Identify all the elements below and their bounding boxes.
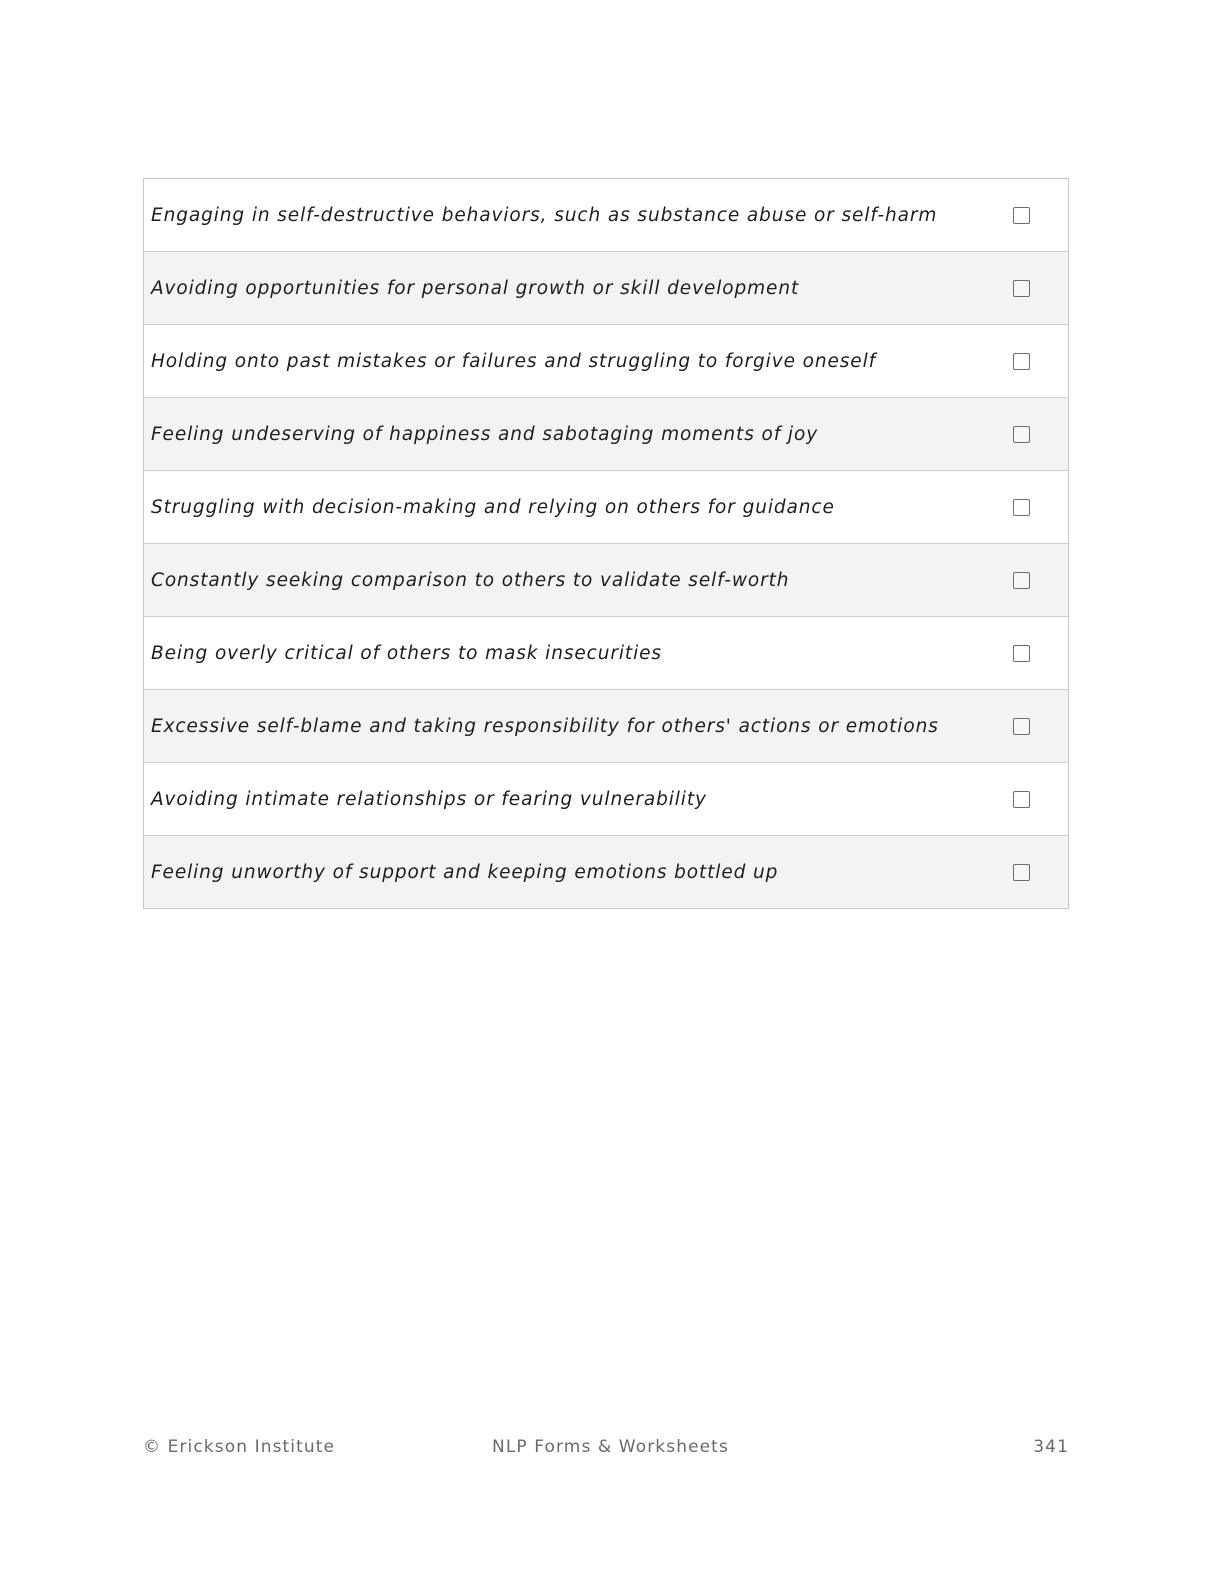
checkbox[interactable]: [1013, 207, 1030, 224]
checkbox[interactable]: [1013, 718, 1030, 735]
checkbox[interactable]: [1013, 499, 1030, 516]
checklist-row: [144, 762, 1068, 835]
checklist-row: [144, 324, 1068, 397]
checklist-row: [144, 470, 1068, 543]
checkbox[interactable]: [1013, 864, 1030, 881]
checkbox[interactable]: [1013, 791, 1030, 808]
checkbox[interactable]: [1013, 353, 1030, 370]
checklist-item-text: Feeling undeserving of happiness and sabotaging moments of joy: [151, 423, 819, 445]
checklist-row: [144, 397, 1068, 470]
checklist-item-text: Excessive self-blame and taking responsibility for others' actions or emotions: [151, 715, 939, 737]
footer-title: NLP Forms & Worksheets: [492, 1437, 729, 1457]
checkbox[interactable]: [1013, 280, 1030, 297]
checklist-item-text: Constantly seeking comparison to others to validate self-worth: [151, 569, 790, 591]
footer-copyright: © Erickson Institute: [143, 1437, 336, 1457]
checklist-item-text: Engaging in self-destructive behaviors, such as substance abuse or self-harm: [151, 204, 938, 226]
page-number: 341: [1033, 1437, 1069, 1457]
checklist-item-text: Feeling unworthy of support and keeping emotions bottled up: [151, 861, 779, 883]
checklist-row: [144, 689, 1068, 762]
checklist-row: [144, 543, 1068, 616]
checkbox[interactable]: [1013, 645, 1030, 662]
checklist-row: [144, 251, 1068, 324]
checklist-item-text: Holding onto past mistakes or failures and struggling to forgive oneself: [151, 350, 877, 372]
page-footer: [143, 1437, 1069, 1459]
checklist-item-text: Struggling with decision-making and relying on others for guidance: [151, 496, 835, 518]
checkbox[interactable]: [1013, 426, 1030, 443]
checklist-table: [143, 178, 1069, 909]
checklist-row: [144, 179, 1068, 251]
checkbox[interactable]: [1013, 572, 1030, 589]
checklist-item-text: Avoiding opportunities for personal growth or skill development: [151, 277, 800, 299]
checklist-item-text: Avoiding intimate relationships or fearing vulnerability: [151, 788, 707, 810]
checklist-item-text: Being overly critical of others to mask insecurities: [151, 642, 662, 664]
checklist-row: [144, 835, 1068, 908]
checklist-row: [144, 616, 1068, 689]
